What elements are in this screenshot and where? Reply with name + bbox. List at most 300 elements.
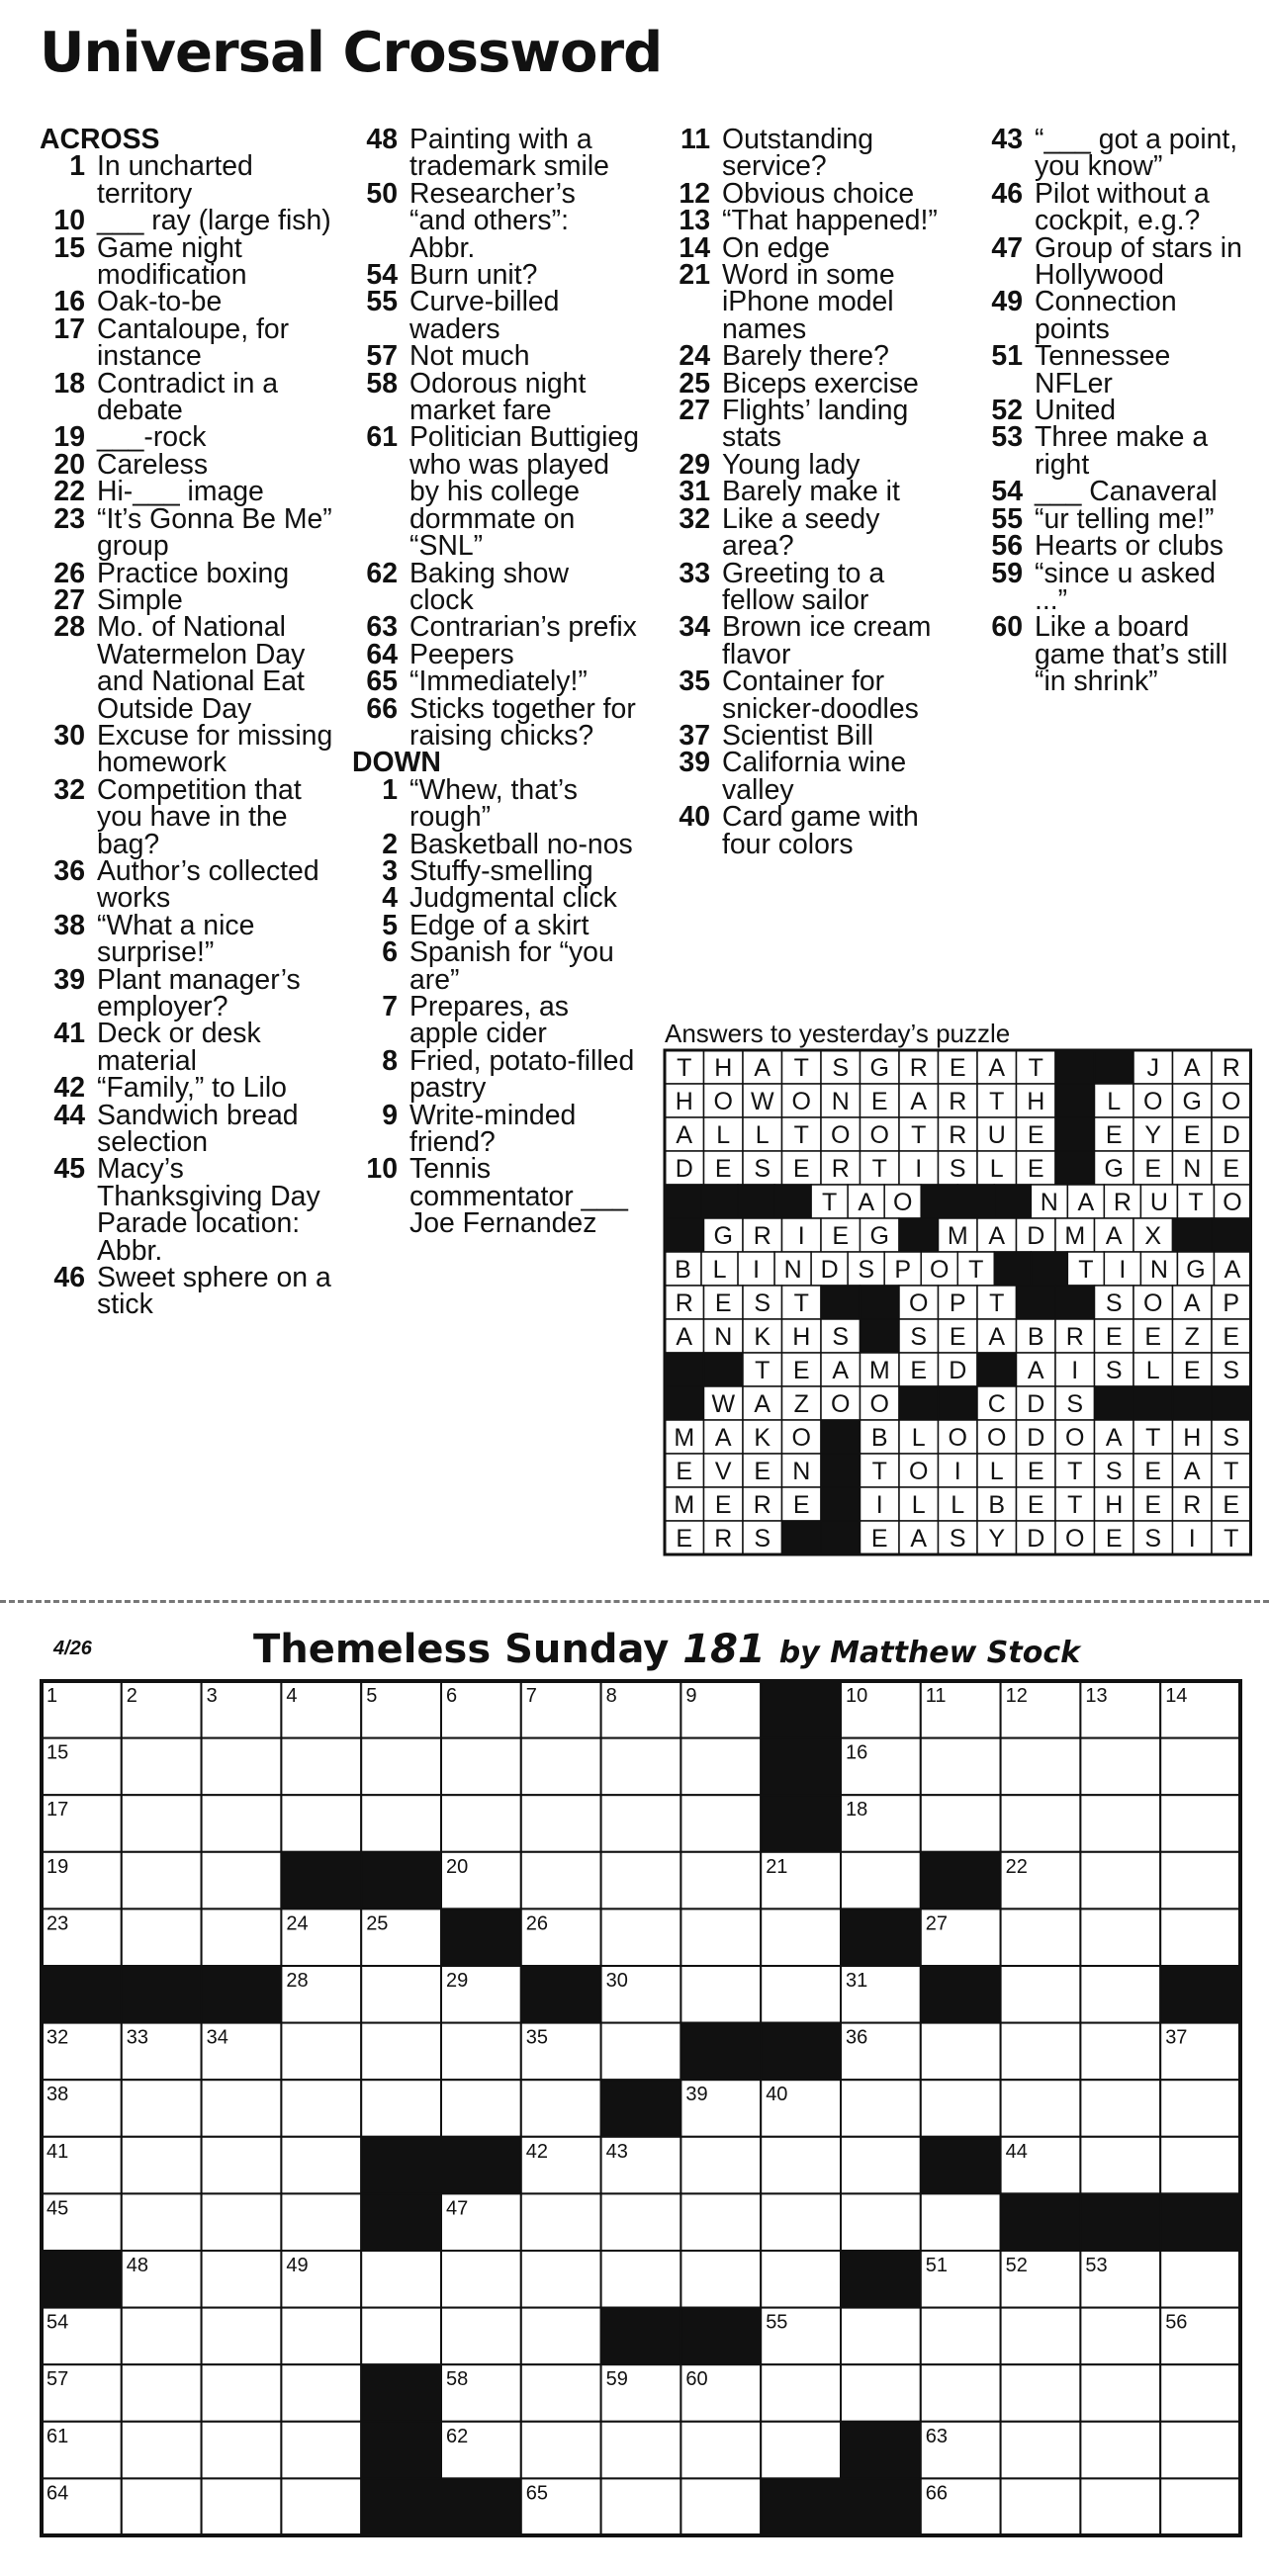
answer-letter: S (754, 1525, 771, 1553)
grid-cell[interactable] (761, 2137, 841, 2194)
clue-number: 30 (53, 719, 85, 752)
grid-block (281, 1852, 361, 1910)
clue-text: Oak-to-be (97, 286, 223, 318)
clue-number: 25 (679, 367, 710, 400)
answer-letter: T (793, 1289, 809, 1317)
grid-cell[interactable] (680, 2193, 761, 2251)
answer-letter: H (1183, 1424, 1202, 1452)
grid-cell[interactable] (1080, 1795, 1160, 1852)
grid-cell[interactable] (761, 2422, 841, 2479)
answer-letter: I (753, 1256, 761, 1284)
answer-letter: S (1105, 1357, 1123, 1384)
cell-number: 35 (525, 2026, 549, 2049)
grid-cell[interactable] (361, 2308, 441, 2365)
answer-letter: E (1027, 1155, 1044, 1183)
cell-number: 48 (126, 2255, 149, 2276)
grid-cell[interactable] (281, 2023, 361, 2081)
grid-block (921, 2137, 1001, 2194)
grid-cell[interactable] (1080, 1966, 1160, 2023)
grid-block (761, 1795, 841, 1852)
answer-letter: U (1149, 1189, 1168, 1216)
grid-block (361, 2422, 441, 2479)
grid-cell[interactable] (601, 2193, 681, 2251)
grid-cell[interactable] (521, 1738, 601, 1796)
clue-number: 39 (679, 747, 710, 779)
grid-cell[interactable] (1160, 2422, 1240, 2479)
answer-letter: A (910, 1088, 928, 1115)
grid-cell[interactable] (680, 2137, 761, 2194)
answer-letter: E (870, 1525, 888, 1553)
grid-block (42, 1966, 122, 2023)
grid-cell[interactable] (841, 2193, 921, 2251)
clue-text: Painting with a trademark smile (409, 124, 609, 183)
grid-block (361, 2137, 441, 2194)
answer-letter: O (1065, 1525, 1085, 1553)
answer-letter: O (987, 1424, 1007, 1452)
answer-letter: T (1224, 1458, 1239, 1485)
answer-letter: E (1183, 1357, 1201, 1384)
cell-number: 29 (446, 1970, 469, 1992)
answer-letter: L (716, 1121, 731, 1149)
grid-cell[interactable] (1001, 2422, 1081, 2479)
cell-number: 30 (605, 1970, 628, 1992)
grid-cell[interactable] (1001, 1738, 1081, 1796)
clue-text: Biceps exercise (722, 367, 919, 400)
cell-number: 23 (46, 1912, 69, 1935)
grid-block (841, 2478, 921, 2535)
clue-number: 61 (366, 421, 398, 454)
answer-letter: S (949, 1525, 966, 1553)
cell-number: 51 (925, 2255, 949, 2276)
answer-letter: S (949, 1155, 966, 1183)
grid-cell[interactable] (122, 2193, 202, 2251)
grid-cell[interactable] (680, 1966, 761, 2023)
grid-cell[interactable] (1080, 2364, 1160, 2422)
answer-letter: E (1144, 1491, 1162, 1519)
grid-block (441, 2137, 521, 2194)
clue-number: 66 (366, 692, 398, 725)
answer-letter: I (953, 1458, 961, 1485)
grid-cell[interactable] (1080, 1738, 1160, 1796)
cell-number: 22 (1005, 1855, 1028, 1878)
answer-letter: S (754, 1155, 771, 1183)
answer-letter: E (792, 1491, 810, 1519)
grid-cell[interactable] (921, 2023, 1001, 2081)
grid-cell[interactable] (521, 1795, 601, 1852)
grid-cell[interactable] (441, 2251, 521, 2308)
answer-letter: L (1107, 1088, 1122, 1115)
grid-cell[interactable] (921, 1738, 1001, 1796)
clue-number: 16 (53, 286, 85, 318)
grid-cell[interactable] (1001, 1909, 1081, 1966)
grid-cell[interactable] (1080, 2308, 1160, 2365)
grid-cell[interactable] (761, 1909, 841, 1966)
cell-number: 36 (846, 2026, 868, 2049)
answer-letter: O (1222, 1088, 1241, 1115)
grid-cell[interactable] (202, 1795, 282, 1852)
answer-letter: R (1222, 1054, 1240, 1082)
answer-letter: E (676, 1525, 693, 1553)
clue-text: Odorous night market fare (409, 367, 587, 427)
answer-letter: R (949, 1088, 967, 1115)
grid-block (441, 1909, 521, 1966)
grid-cell[interactable] (122, 2080, 202, 2137)
clue-number: 26 (53, 557, 85, 589)
cell-number: 53 (1085, 2255, 1108, 2276)
grid-cell[interactable] (202, 2193, 282, 2251)
grid-cell[interactable] (361, 2251, 441, 2308)
answer-letter: A (988, 1222, 1006, 1250)
clue-number: 41 (53, 1018, 85, 1050)
grid-cell[interactable] (281, 2080, 361, 2137)
answer-letter: E (832, 1222, 850, 1250)
clue-text: Sweet sphere on a stick (97, 1262, 331, 1321)
grid-cell[interactable] (1080, 2023, 1160, 2081)
grid-cell[interactable] (1001, 1966, 1081, 2023)
clue-number: 8 (382, 1044, 398, 1077)
clue-number: 65 (366, 666, 398, 698)
grid-cell[interactable] (1160, 1909, 1240, 1966)
clue-number: 19 (53, 421, 85, 454)
clue-text: “Immediately!” (409, 666, 588, 698)
answer-letter: T (871, 1458, 887, 1485)
grid-block (841, 2251, 921, 2308)
cell-number: 42 (525, 2140, 549, 2163)
clue-text: Curve-billed waders (409, 286, 560, 345)
clue-number: 32 (53, 773, 85, 806)
clue-text: “Whew, that’s rough” (409, 773, 578, 834)
answer-letter: O (909, 1289, 929, 1317)
grid-cell[interactable] (361, 1738, 441, 1796)
grid-cell[interactable] (122, 1795, 202, 1852)
grid-cell[interactable] (680, 2422, 761, 2479)
grid-cell[interactable] (1080, 2422, 1160, 2479)
clue-text: Word in some iPhone model names (722, 259, 895, 345)
grid-cell[interactable] (680, 2478, 761, 2535)
grid-cell[interactable] (1001, 2364, 1081, 2422)
answer-letter: E (792, 1155, 810, 1183)
clue-number: 64 (366, 638, 398, 670)
cell-number: 18 (846, 1799, 868, 1821)
clue-text: Prepares, as apple cider (409, 991, 569, 1050)
grid-cell[interactable] (441, 2080, 521, 2137)
grid-cell[interactable] (361, 2023, 441, 2081)
grid-cell[interactable] (1001, 2080, 1081, 2137)
grid-cell[interactable] (1160, 2137, 1240, 2194)
grid-cell[interactable] (202, 2308, 282, 2365)
grid-cell[interactable] (122, 2137, 202, 2194)
clue-text: Sandwich bread selection (97, 1099, 299, 1159)
grid-cell[interactable] (921, 1795, 1001, 1852)
cell-number: 3 (206, 1685, 218, 1707)
answer-letter: E (870, 1088, 888, 1115)
cell-number: 56 (1165, 2311, 1188, 2334)
grid-cell[interactable] (1160, 2364, 1240, 2422)
clue-text: United (1035, 395, 1117, 427)
answer-letter: T (989, 1289, 1005, 1317)
grid-block (841, 1909, 921, 1966)
answer-letter: T (989, 1088, 1005, 1115)
clue-text: Scientist Bill (722, 719, 874, 752)
answer-letter: C (987, 1390, 1006, 1418)
grid-cell[interactable] (601, 2251, 681, 2308)
clue-text: Barely make it (722, 476, 900, 508)
grid-cell[interactable] (1160, 1852, 1240, 1910)
grid-cell[interactable] (202, 2137, 282, 2194)
answer-letter: T (755, 1357, 770, 1384)
grid-cell[interactable] (361, 1795, 441, 1852)
clue-text: Brown ice cream flavor (722, 611, 932, 670)
grid-cell[interactable] (521, 2193, 601, 2251)
grid-cell[interactable] (202, 2364, 282, 2422)
grid-cell[interactable] (1080, 2080, 1160, 2137)
grid-block (1160, 1966, 1240, 2023)
grid-cell[interactable] (1160, 2251, 1240, 2308)
cell-number: 60 (685, 2368, 708, 2391)
grid-cell[interactable] (122, 1852, 202, 1910)
grid-cell[interactable] (441, 1738, 521, 1796)
cell-number: 5 (366, 1685, 378, 1707)
cell-number: 38 (46, 2084, 69, 2106)
grid-cell[interactable] (1160, 2478, 1240, 2535)
answer-letter: V (714, 1458, 732, 1485)
grid-cell[interactable] (1001, 2308, 1081, 2365)
grid-cell[interactable] (601, 2422, 681, 2479)
grid-cell[interactable] (841, 2364, 921, 2422)
clue-number: 63 (366, 611, 398, 644)
clue-text: Mo. of National Watermelon Day and National Eat Outside Day (97, 611, 306, 725)
grid-cell[interactable] (361, 1966, 441, 2023)
grid-cell[interactable] (202, 2251, 282, 2308)
grid-cell[interactable] (1001, 2478, 1081, 2535)
answers-label: Answers to yesterday’s puzzle (665, 1019, 1011, 1048)
clue-text: Careless (97, 448, 209, 481)
clue-text: Simple (97, 583, 183, 616)
grid-cell[interactable] (521, 2364, 601, 2422)
grid-cell[interactable] (281, 2137, 361, 2194)
clue-text: Edge of a skirt (409, 909, 589, 941)
answer-letter: O (948, 1424, 967, 1452)
cell-number: 37 (1165, 2026, 1188, 2049)
grid-cell[interactable] (1080, 1909, 1160, 1966)
grid-cell[interactable] (281, 1795, 361, 1852)
answer-letter: A (1183, 1054, 1201, 1082)
grid-cell[interactable] (521, 2308, 601, 2365)
grid-block (42, 2251, 122, 2308)
grid-cell[interactable] (521, 1852, 601, 1910)
answer-letter: E (1223, 1155, 1240, 1183)
grid-cell[interactable] (281, 1738, 361, 1796)
cell-number: 63 (925, 2425, 949, 2447)
grid-cell[interactable] (680, 2251, 761, 2308)
grid-block (680, 2308, 761, 2365)
grid-cell[interactable] (921, 2308, 1001, 2365)
grid-cell[interactable] (521, 2251, 601, 2308)
answer-letter: Z (1184, 1323, 1200, 1351)
answer-letter: T (1028, 1054, 1043, 1082)
grid-cell[interactable] (122, 2478, 202, 2535)
cell-number: 31 (846, 1970, 868, 1992)
grid-cell[interactable] (281, 2193, 361, 2251)
grid-cell[interactable] (921, 2364, 1001, 2422)
clue-text: Three make a right (1035, 421, 1209, 481)
grid-cell[interactable] (1160, 1738, 1240, 1796)
grid-cell[interactable] (521, 2422, 601, 2479)
answer-letter: A (910, 1525, 928, 1553)
clue-text: Judgmental click (409, 882, 617, 915)
cell-number: 10 (846, 1685, 868, 1707)
grid-cell[interactable] (122, 1909, 202, 1966)
grid-cell[interactable] (841, 2137, 921, 2194)
grid-cell[interactable] (601, 1852, 681, 1910)
grid-cell[interactable] (601, 2023, 681, 2081)
grid-cell[interactable] (202, 2478, 282, 2535)
grid-cell[interactable] (122, 1738, 202, 1796)
clue-text: Write-minded friend? (409, 1099, 577, 1159)
grid-cell[interactable] (122, 2364, 202, 2422)
answer-letter: N (783, 1256, 802, 1284)
grid-cell[interactable] (281, 2478, 361, 2535)
grid-cell[interactable] (441, 2023, 521, 2081)
grid-cell[interactable] (680, 1738, 761, 1796)
grid-cell[interactable] (1160, 2080, 1240, 2137)
cell-number: 13 (1085, 1685, 1108, 1707)
grid-block (921, 1966, 1001, 2023)
answer-letter: E (949, 1054, 966, 1082)
grid-cell[interactable] (202, 1909, 282, 1966)
answer-letter: U (987, 1121, 1006, 1149)
grid-block (1080, 2193, 1160, 2251)
cell-number: 20 (446, 1855, 469, 1878)
answer-letter: O (909, 1458, 929, 1485)
grid-block (761, 1681, 841, 1738)
grid-cell[interactable] (1080, 1852, 1160, 1910)
cell-number: 12 (1005, 1685, 1028, 1707)
grid-cell[interactable] (921, 2193, 1001, 2251)
grid-cell[interactable] (841, 2308, 921, 2365)
clue-number: 31 (679, 476, 710, 508)
answer-letter: E (1105, 1323, 1123, 1351)
grid-cell[interactable] (521, 2080, 601, 2137)
cell-number: 57 (46, 2368, 69, 2391)
grid-cell[interactable] (841, 2080, 921, 2137)
grid-cell[interactable] (680, 1852, 761, 1910)
grid-cell[interactable] (1001, 2023, 1081, 2081)
answer-letter: H (714, 1054, 733, 1082)
grid-cell[interactable] (761, 2364, 841, 2422)
answer-letter: N (714, 1323, 733, 1351)
grid-cell[interactable] (761, 2193, 841, 2251)
grid-cell[interactable] (601, 1738, 681, 1796)
answer-letter: I (797, 1222, 805, 1250)
grid-cell[interactable] (361, 2080, 441, 2137)
clue-text: ___-rock (97, 421, 207, 454)
grid-cell[interactable] (601, 1795, 681, 1852)
grid-cell[interactable] (1160, 1795, 1240, 1852)
grid-cell[interactable] (1001, 1795, 1081, 1852)
grid-cell[interactable] (441, 1795, 521, 1852)
answer-letter: M (868, 1357, 890, 1384)
grid-cell[interactable] (281, 2422, 361, 2479)
grid-cell[interactable] (202, 1738, 282, 1796)
clue-number: 27 (53, 583, 85, 616)
answer-letter: D (1222, 1121, 1240, 1149)
grid-cell[interactable] (761, 2251, 841, 2308)
clue-number: 11 (680, 124, 710, 155)
clue-text: Macy’s Thanksgiving Day Parade location: Abbr. (97, 1153, 320, 1267)
answer-letter: N (1040, 1189, 1058, 1216)
answer-letter: L (989, 1155, 1004, 1183)
grid-cell[interactable] (761, 1966, 841, 2023)
answer-letter: P (1223, 1289, 1240, 1317)
grid-cell[interactable] (281, 2308, 361, 2365)
clue-text: Basketball no-nos (409, 828, 633, 860)
answer-letter: A (676, 1121, 693, 1149)
clue-number: 4 (382, 882, 398, 915)
grid-block (841, 2422, 921, 2479)
grid-block (761, 2023, 841, 2081)
answer-letter: A (754, 1390, 771, 1418)
answer-letter: W (711, 1390, 736, 1418)
clue-number: 45 (53, 1153, 85, 1186)
grid-cell[interactable] (122, 2422, 202, 2479)
answer-letter: H (792, 1323, 811, 1351)
grid-cell[interactable] (122, 2308, 202, 2365)
grid-cell[interactable] (202, 2080, 282, 2137)
clue-text: Not much (409, 340, 530, 373)
answer-letter: T (1067, 1458, 1083, 1485)
answer-letter: E (676, 1458, 693, 1485)
answer-letter: L (989, 1458, 1004, 1485)
clue-text: Sticks together for raising chicks? (409, 692, 636, 752)
answer-letter: K (754, 1424, 771, 1452)
grid-cell[interactable] (680, 1909, 761, 1966)
grid-cell[interactable] (202, 2422, 282, 2479)
answer-letter: O (1143, 1289, 1163, 1317)
grid-cell[interactable] (1080, 2137, 1160, 2194)
answer-letter: T (793, 1121, 809, 1149)
byline: by Matthew Stock (778, 1636, 1081, 1670)
clue-number: 12 (679, 177, 710, 210)
answer-letter: G (713, 1222, 733, 1250)
grid-cell[interactable] (281, 2364, 361, 2422)
answer-letter: A (754, 1054, 771, 1082)
answer-letter: E (714, 1289, 732, 1317)
grid-block (441, 2478, 521, 2535)
grid-cell[interactable] (680, 1795, 761, 1852)
clue-number: 52 (991, 395, 1023, 427)
grid-cell[interactable] (921, 2080, 1001, 2137)
answer-letter: R (1113, 1189, 1132, 1216)
grid-cell[interactable] (841, 1852, 921, 1910)
answer-letter: S (1105, 1458, 1123, 1485)
cell-number: 65 (525, 2482, 549, 2505)
grid-cell[interactable] (601, 2478, 681, 2535)
answer-letter: W (750, 1088, 774, 1115)
clue-number: 53 (991, 421, 1023, 454)
answer-letter: R (831, 1155, 850, 1183)
grid-cell[interactable] (441, 2308, 521, 2365)
grid-cell[interactable] (1080, 2478, 1160, 2535)
clue-text: Obvious choice (722, 177, 915, 210)
grid-cell[interactable] (601, 1909, 681, 1966)
answer-letter: R (949, 1121, 967, 1149)
answer-letter: T (871, 1155, 887, 1183)
clue-text: Flights’ landing stats (722, 395, 909, 454)
clue-text: ___ Canaveral (1035, 476, 1218, 508)
grid-cell[interactable] (202, 1852, 282, 1910)
answer-letter: B (870, 1424, 888, 1452)
